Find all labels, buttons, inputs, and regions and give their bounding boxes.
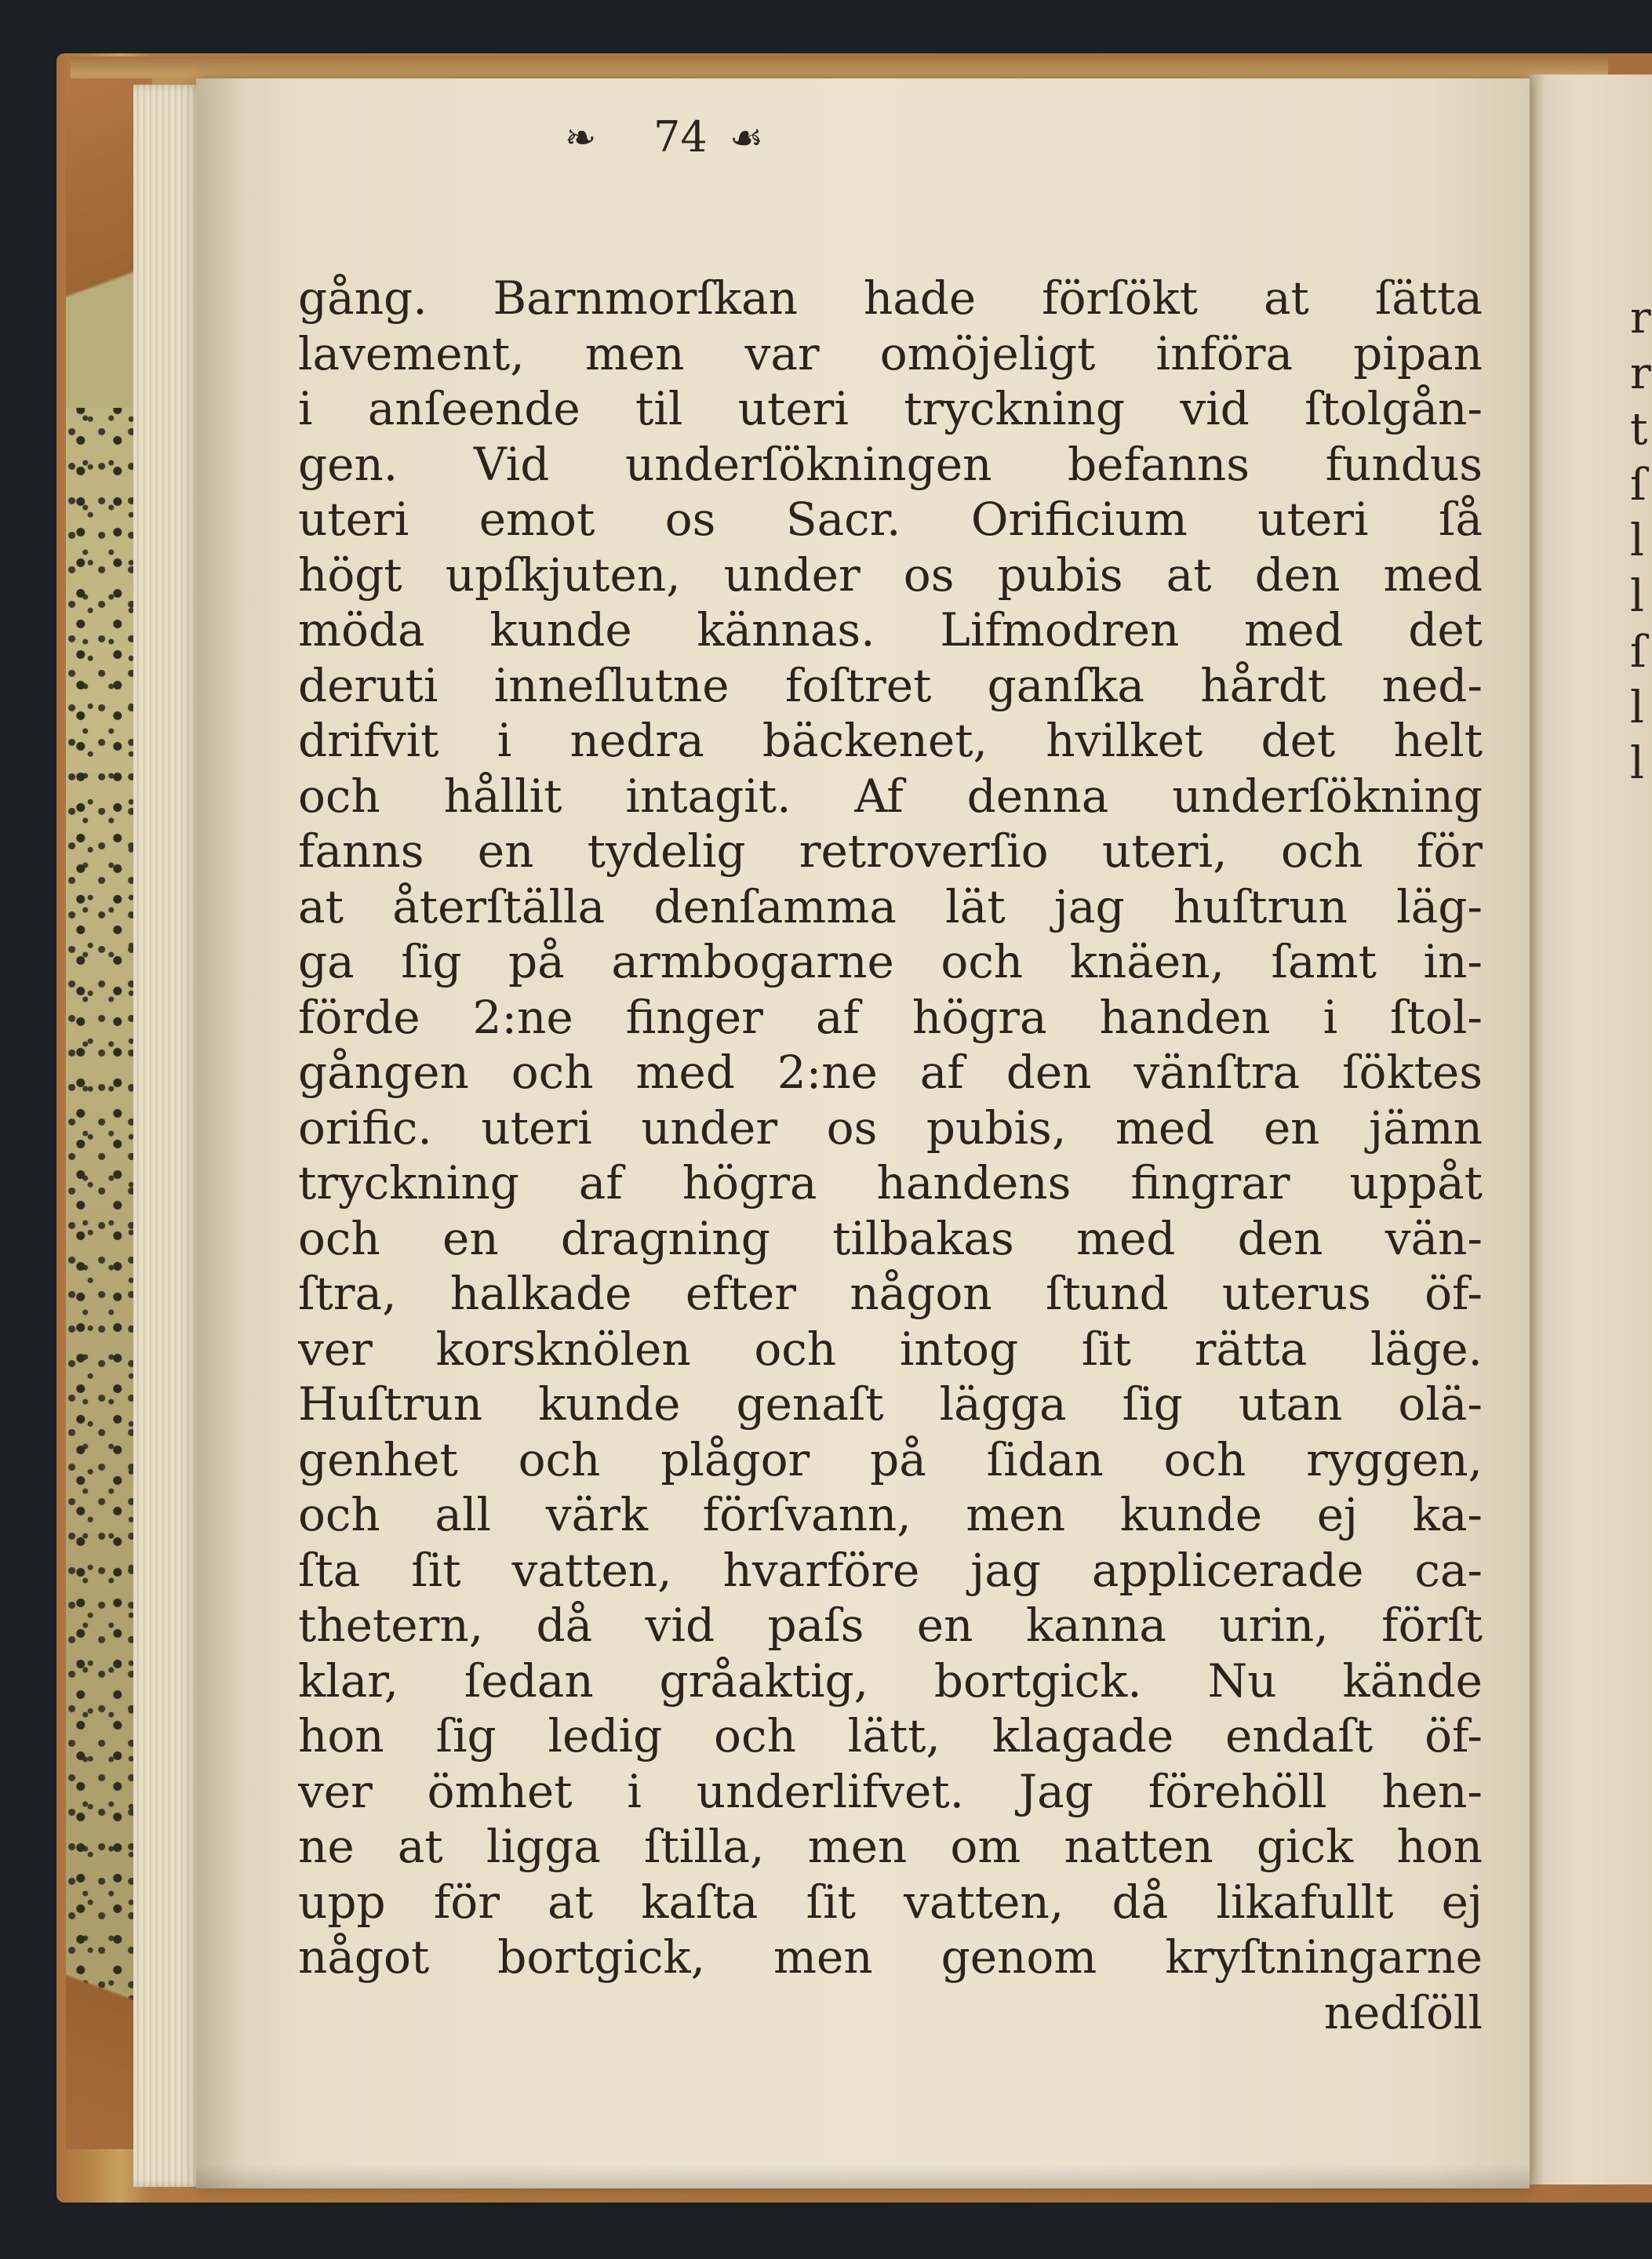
text-line: at återſtälla denſamma lät jag huſtrun läg- bbox=[298, 879, 1483, 933]
page-number: 74 bbox=[653, 112, 708, 162]
text-line: deruti inneſlutne foſtret ganſka hårdt ned- bbox=[298, 658, 1483, 712]
text-line: thetern, då vid paſs en kanna urin, förſt bbox=[298, 1599, 1483, 1652]
text-line: tryckning af högra handens fingrar uppåt bbox=[298, 1156, 1483, 1210]
text-line: ſtra, halkade efter någon ſtund uterus öf- bbox=[298, 1267, 1483, 1320]
text-line: något bortgick, men genom kryſtningarne bbox=[298, 1930, 1483, 1984]
text-line: klar, ſedan gråaktig, bortgick. Nu kände bbox=[298, 1653, 1483, 1708]
catchword: nedſöll bbox=[1323, 1985, 1483, 2039]
body-text bbox=[298, 271, 1483, 2040]
ornament-left-icon: ❧ bbox=[565, 116, 592, 160]
text-line: och hållit intagit. Af denna underſökning bbox=[298, 769, 1483, 823]
text-line: upp för at kaſta ſit vatten, då likafullt ej bbox=[298, 1875, 1483, 1929]
text-line: gång. Barnmorſkan hade förſökt at ſätta bbox=[298, 271, 1483, 325]
text-line: och all värk förſvann, men kunde ej ka- bbox=[298, 1488, 1483, 1541]
text-line: hon ſig ledig och lätt, klagade endaſt öf- bbox=[298, 1709, 1483, 1762]
text-line: högt upſkjuten, under os pubis at den med bbox=[298, 547, 1483, 602]
text-line: genhet och plågor på ſidan och ryggen, bbox=[298, 1432, 1483, 1486]
text-line: ver korsknölen och intog ſit rätta läge. bbox=[298, 1322, 1483, 1376]
text-line: gen. Vid underſökningen befanns fundus bbox=[298, 437, 1483, 491]
text-line: ver ömhet i underlifvet. Jag förehöll hen- bbox=[298, 1764, 1483, 1818]
text-line: orific. uteri under os pubis, med en jämn bbox=[298, 1100, 1483, 1155]
text-line: fanns en tydelig retroverſio uteri, och för bbox=[298, 824, 1483, 878]
text-line: förde 2:ne finger af högra handen i ſtol- bbox=[298, 990, 1483, 1044]
page-header bbox=[565, 110, 1035, 165]
text-line: i anſeende til uteri tryckning vid ſtolgån- bbox=[298, 382, 1483, 435]
page-bottom-shadow bbox=[196, 2165, 1530, 2188]
text-line: Huſtrun kunde genaſt lägga ſig utan olä- bbox=[298, 1377, 1483, 1431]
text-line: uteri emot os Sacr. Orificium uteri ſå bbox=[298, 493, 1483, 546]
ornament-right-icon: ☙ bbox=[730, 116, 759, 160]
text-line: ſta ſit vatten, hvarföre jag applicerade ca- bbox=[298, 1543, 1483, 1597]
text-line: ga ſig på armbogarne och knäen, ſamt in- bbox=[298, 935, 1483, 988]
text-line: möda kunde kännas. Lifmodren med det bbox=[298, 603, 1483, 657]
text-line: lavement, men var omöjeligt införa pipan bbox=[298, 326, 1483, 380]
gutter-shadow bbox=[196, 78, 243, 2188]
text-line: drifvit i nedra bäckenet, hvilket det helt bbox=[298, 714, 1483, 767]
text-line: och en dragning tilbakas med den vän- bbox=[298, 1211, 1483, 1265]
text-line: gången och med 2:ne af den vänſtra ſöktes bbox=[298, 1046, 1483, 1099]
text-line: ne at ligga ſtilla, men om natten gick hon bbox=[298, 1820, 1483, 1873]
facing-page-letters: r r t ſ l l ſ l l bbox=[1630, 293, 1651, 789]
